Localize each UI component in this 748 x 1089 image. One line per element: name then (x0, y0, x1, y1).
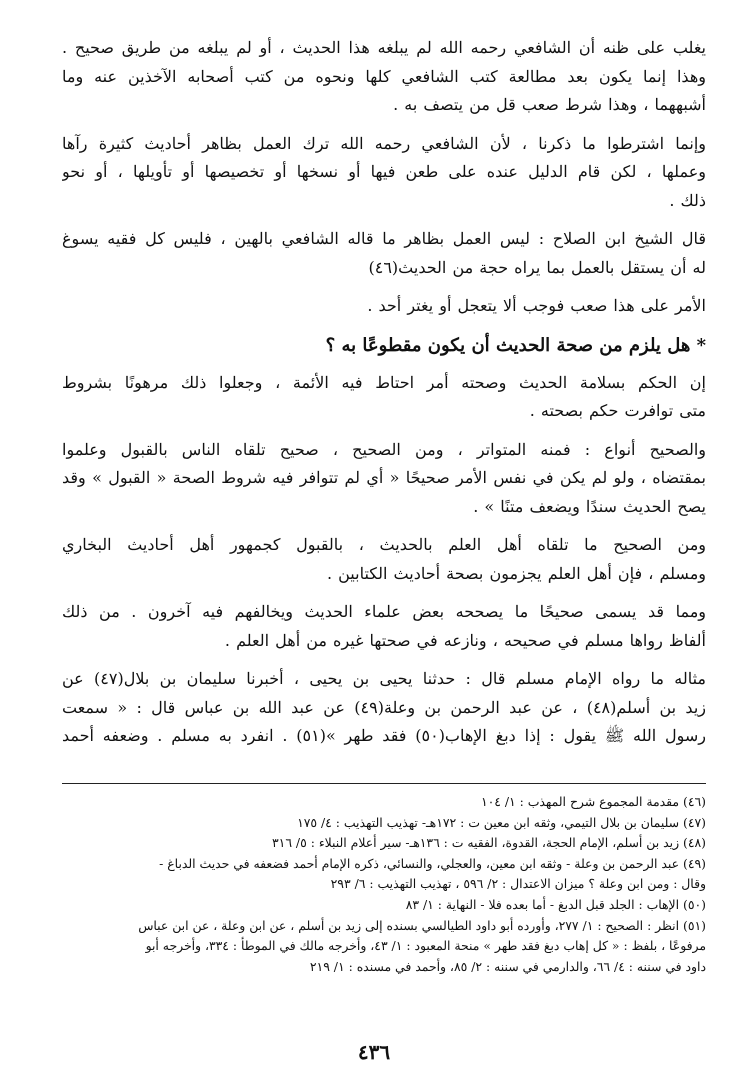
footnote-line: مرفوعًا ، بلفظ : « كل إهاب دبغ فقد طهر » منحة المعبود : ١/ ٤٣، وأخرجه مالك في الموطأ : ٣٣٤، وأخرجه أبو (145, 938, 706, 954)
text-line: ومسلم ، فإن أهل العلم يجزمون بصحة أحاديث الكتابين . (326, 563, 706, 583)
page-body (62, 34, 706, 761)
paragraph-6 (62, 436, 706, 522)
text-line: يغلب على ظنه أن الشافعي رحمه الله لم يبلغه هذا الحديث ، أو لم يبلغه من طريق صحيح . (62, 38, 706, 57)
page-number: ٤٣٦ (357, 1040, 391, 1064)
text-line: وهذا إنما يكون بعد مطالعة كتب الشافعي كلها ونحوه من كتب أصحابه الآخذين عنه وما (62, 66, 706, 86)
paragraph-4 (62, 292, 706, 321)
footnote-line: وقال : ومن ابن وعلة ؟ ميزان الاعتدال : ٢/ ٥٩٦ ، تهذيب التهذيب : ٦/ ٢٩٣ (330, 876, 706, 892)
text-line: ومما قد يسمى صحيحًا ما يصححه بعض علماء الحديث ويخالفهم فيه آخرون . من ذلك (62, 602, 706, 621)
section-heading: * هل يلزم من صحة الحديث أن يكون مقطوعًا به ؟ (325, 334, 706, 356)
text-line: قال الشيخ ابن الصلاح : ليس العمل بظاهر ما قاله الشافعي بالهين ، فليس كل فقيه يسوغ (62, 229, 706, 248)
footnotes (62, 792, 706, 977)
footnote-line: (٥٠) الإهاب : الجلد قبل الدبغ - أما بعده فلا - النهاية : ١/ ٨٣ (405, 896, 706, 912)
text-line: زيد بن أسلم(٤٨) ، عن عبد الرحمن بن وعلة(٤٩) عن عبد الله بن عباس قال : « سمعت (62, 697, 706, 717)
text-line: متى توافرت حكم بصحته . (529, 401, 706, 420)
text-line: ذلك . (669, 190, 706, 210)
footnote-line: (٥١) انظر : الصحيح : ١/ ٢٧٧، وأورده أبو داود الطيالسي بسنده إلى زيد بن أسلم ، عن ابن وعلة ، عن ابن عباس (138, 917, 706, 933)
text-line: رسول الله ﷺ يقول : إذا دبغ الإهاب(٥٠) فقد طهر »(٥١) . انفرد به مسلم . وضعفه أحمد (62, 726, 706, 745)
text-line: مثاله ما رواه الإمام مسلم قال : حدثنا يحيى بن يحيى ، أخبرنا سليمان بن بلال(٤٧) عن (62, 669, 706, 688)
text-line: إن الحكم بسلامة الحديث وصحته أمر احتاط فيه الأئمة ، وجعلوا ذلك مرهونًا بشروط (62, 372, 706, 392)
footnote-line: (٤٨) زيد بن أسلم، الإمام الحجة، القدوة، الفقيه ت : ١٣٦هـ- سير أعلام النبلاء : ٥/ ٣١٦ (272, 835, 706, 851)
text-line: الأمر على هذا صعب فوجب ألا يتعجل أو يغتر أحد . (367, 296, 706, 315)
paragraph-1 (62, 34, 706, 120)
paragraph-2 (62, 130, 706, 216)
footnote-line: (٤٦) مقدمة المجموع شرح المهذب : ١/ ١٠٤ (480, 794, 706, 809)
text-line: وإنما اشترطوا ما ذكرنا ، لأن الشافعي رحمه الله ترك العمل بظاهر أحاديث كثيرة رآها (62, 133, 706, 153)
paragraph-7 (62, 531, 706, 588)
text-line: أشبههما ، وهذا شرط صعب قل من يتصف به . (393, 95, 706, 114)
footnote-line: (٤٩) عبد الرحمن بن وعلة - وثقه ابن معين، والعجلي، والنسائي، ذكره الإمام أحمد فضعفه في حديث الدباغ - (159, 855, 706, 871)
paragraph-8 (62, 598, 706, 655)
text-line: بمقتضاه ، ولو لم يكن في نفس الأمر صحيحًا « أي لم تتوافر فيه شروط الصحة « القبول » وقد (62, 468, 706, 487)
paragraph-5 (62, 369, 706, 426)
text-line: ومن الصحيح ما تلقاه أهل العلم بالحديث ، بالقبول كجمهور أهل أحاديث البخاري (62, 535, 706, 554)
text-line: وعملها ، لكن قام الدليل عنده على طعن فيها أو نسخها أو تخصيصها أو تأويلها ، أو نحو (62, 162, 706, 181)
text-line: له أن يستقل بالعمل بما يراه حجة من الحديث(٤٦) (368, 257, 706, 277)
footnote-line: (٤٧) سليمان بن بلال التيمي، وثقه ابن معين ت : ١٧٢هـ- تهذيب التهذيب : ٤/ ١٧٥ (297, 814, 706, 830)
footnote-divider (62, 783, 706, 784)
paragraph-3 (62, 225, 706, 282)
text-line: يصح الحديث سندًا ويضعف متنًا » . (473, 496, 706, 516)
text-line: ألفاظ رواها مسلم في صحيحه ، ونازعه في صحتها غيره من أهل العلم . (224, 630, 706, 650)
text-line: والصحيح أنواع : فمنه المتواتر ، ومن الصحيح ، صحيح تلقاه الناس بالقبول وعلموا (62, 439, 706, 459)
paragraph-9 (62, 665, 706, 751)
footnote-line: داود في سننه : ٤/ ٦٦، والدارمي في سننه : ٢/ ٨٥، وأحمد في مسنده : ١/ ٢١٩ (309, 958, 706, 974)
